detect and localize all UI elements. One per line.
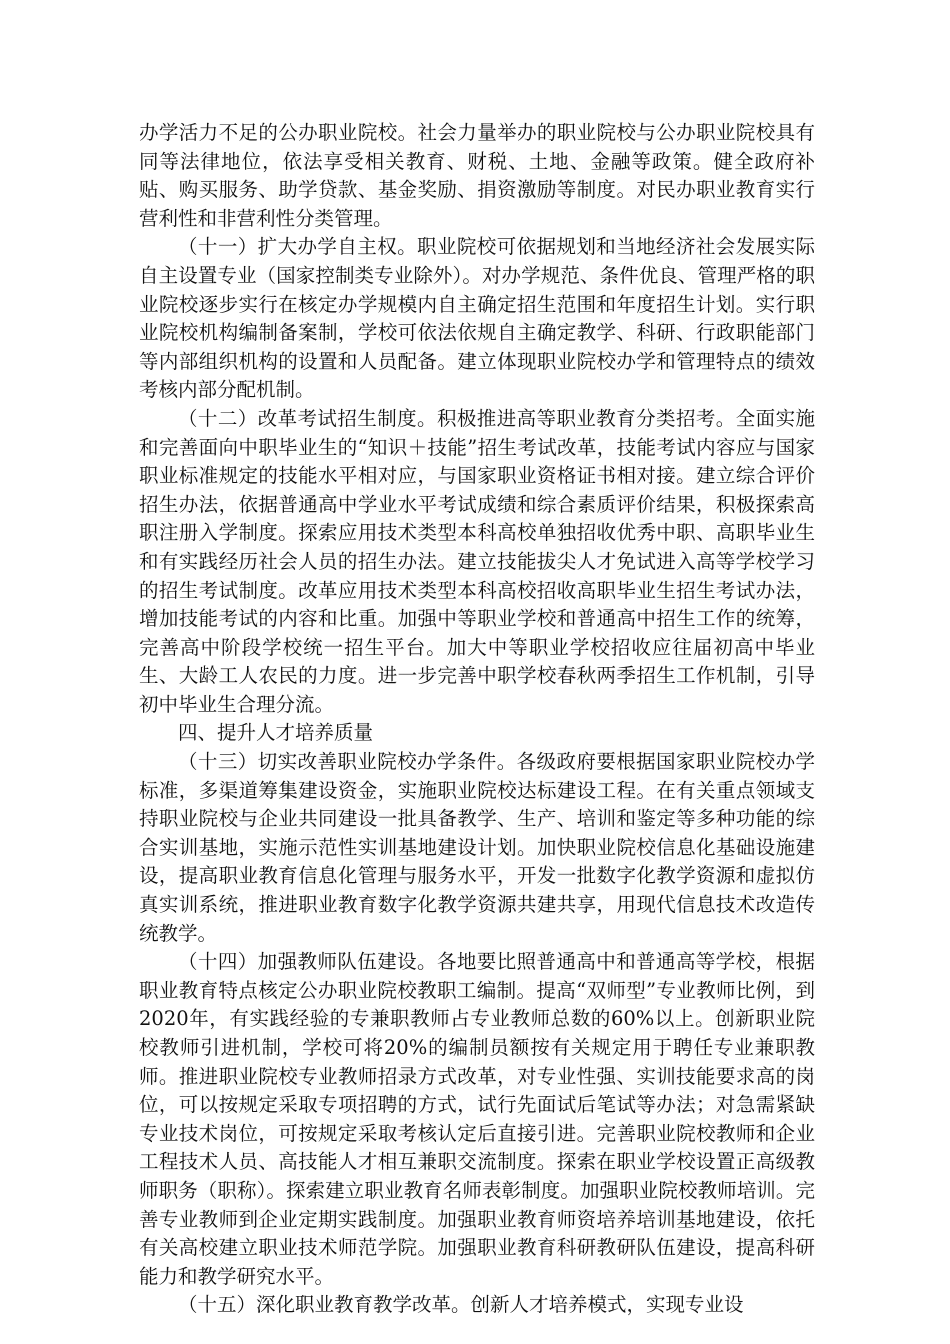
paragraph-continued: 办学活力不足的公办职业院校。社会力量举办的职业院校与公办职业院校具有同等法律地位，依法享受相关教育、财税、土地、金融等政策。健全政府补贴、购买服务、助学贷款、基金奖励、捐资激励等制度。对民办职业教育实行营利性和非营利性分类管理。 xyxy=(139,121,815,230)
paragraph-item-13: （十三）切实改善职业院校办学条件。各级政府要根据国家职业院校办学标准，多渠道筹集建设资金，实施职业院校达标建设工程。在有关重点领域支持职业院校与企业共同建设一批具备教学、生产、培训和鉴定等多种功能的综合实训基地，实施示范性实训基地建设计划。加快职业院校信息化基础设施建设，提高职业教育信息化管理与服务水平，开发一批数字化教学资源和虚拟仿真实训系统，推进职业教育数字化教学资源共建共享，用现代信息技术改造传统教学。 xyxy=(139,750,815,945)
paragraph-item-14: （十四）加强教师队伍建设。各地要比照普通高中和普通高等学校，根据职业教育特点核定公办职业院校教职工编制。提高“双师型”专业教师比例，到2020年，有实践经验的专兼职教师占专业教师总数的60%以上。创新职业院校教师引进机制，学校可将20%的编制员额按有关规定用于聘任专业兼职教师。推进职业院校专业教师招录方式改革，对专业性强、实训技能要求高的岗位，可以按规定采取专项招聘的方式，试行先面试后笔试等办法；对急需紧缺专业技术岗位，可按规定采取考核认定后直接引进。完善职业院校教师和企业工程技术人员、高技能人才相互兼职交流制度。探索在职业学校设置正高级教师职务（职称）。探索建立职业教育名师表彰制度。加强职业院校教师培训。完善专业教师到企业定期实践制度。加强职业教育师资培养培训基地建设，依托有关高校建立职业技术师范学院。加强职业教育科研教研队伍建设，提高科研能力和教学研究水平。 xyxy=(139,950,815,1288)
document-body xyxy=(139,119,815,1320)
paragraph-item-15: （十五）深化职业教育教学改革。创新人才培养模式，实现专业设 xyxy=(178,1293,744,1317)
paragraph-item-12: （十二）改革考试招生制度。积极推进高等职业教育分类招考。全面实施和完善面向中职毕业生的“知识＋技能”招生考试改革，技能考试内容应与国家职业标准规定的技能水平相对应，与国家职业资格证书相对接。建立综合评价招生办法，依据普通高中学业水平考试成绩和综合素质评价结果，积极探索高职注册入学制度。探索应用技术类型本科高校单独招收优秀中职、高职毕业生和有实践经历社会人员的招生办法。建立技能拔尖人才免试进入高等学校学习的招生考试制度。改革应用技术类型本科高校招收高职毕业生招生考试办法，增加技能考试的内容和比重。加强中等职业学校和普通高中招生工作的统筹，完善高中阶段学校统一招生平台。加大中等职业学校招收应往届初高中毕业生、大龄工人农民的力度。进一步完善中职学校春秋两季招生工作机制，引导初中毕业生合理分流。 xyxy=(139,406,815,716)
section-heading: 四、提升人才培养质量 xyxy=(178,721,374,745)
paragraph-item-11: （十一）扩大办学自主权。职业院校可依据规划和当地经济社会发展实际自主设置专业（国家控制类专业除外）。对办学规范、条件优良、管理严格的职业院校逐步实行在核定办学规模内自主确定招生范围和年度招生计划。实行职业院校机构编制备案制，学校可依法依规自主确定教学、科研、行政职能部门等内部组织机构的设置和人员配备。建立体现职业院校办学和管理特点的绩效考核内部分配机制。 xyxy=(139,235,815,402)
